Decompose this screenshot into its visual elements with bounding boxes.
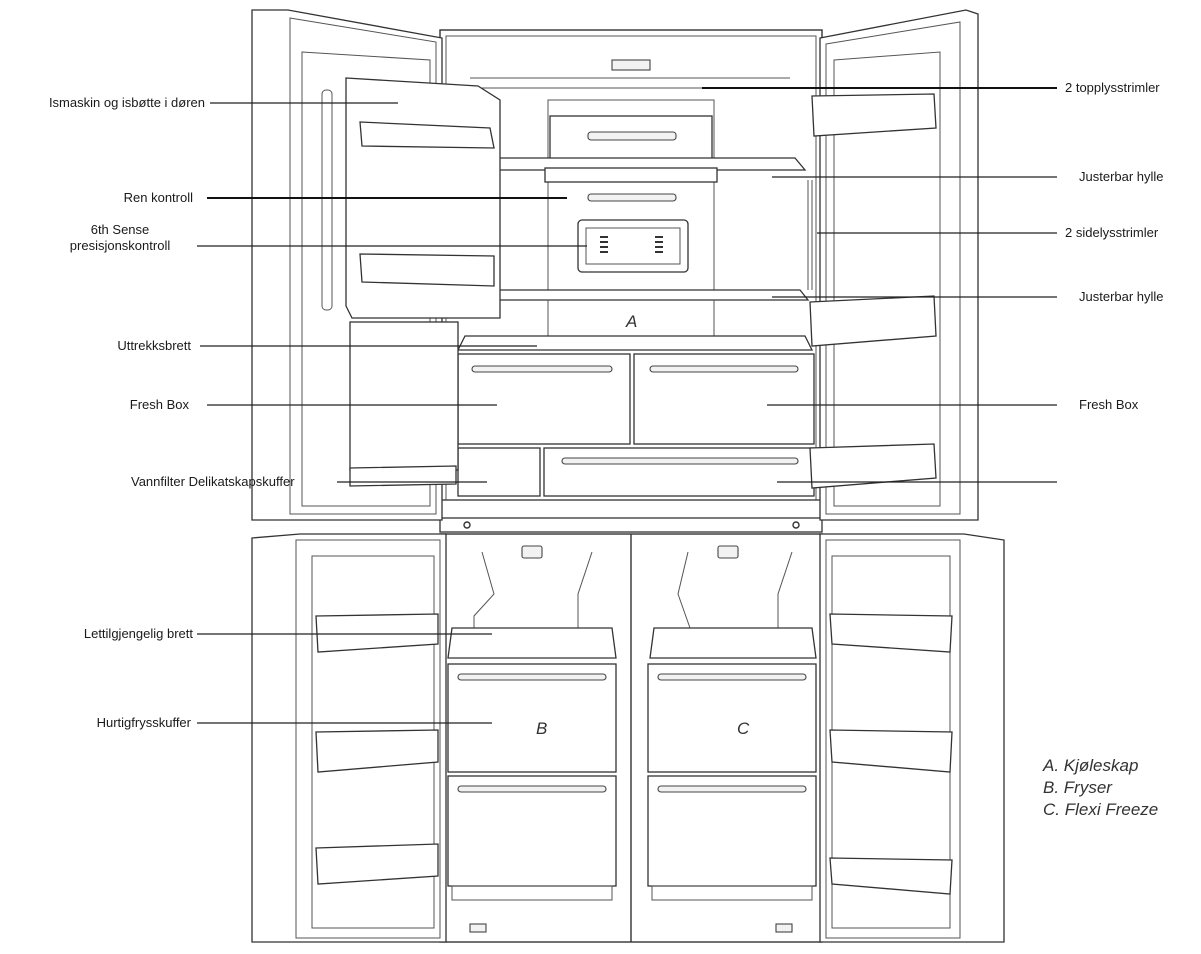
deli-drawer [544, 448, 814, 496]
callout-adjustable-shelf-upper: Justerbar hylle [1079, 169, 1164, 184]
legend [1043, 755, 1158, 821]
callout-side-light-strips: 2 sidelysstrimler [1065, 225, 1159, 240]
callout-adjustable-shelf-lower: Justerbar hylle [1079, 289, 1164, 304]
zone-label-c: C [737, 719, 750, 738]
callout-ice-maker: Ismaskin og isbøtte i døren [48, 95, 205, 110]
easy-access-tray-c [650, 628, 816, 658]
mullion-bar [440, 518, 822, 532]
slide-out-tray [458, 336, 812, 350]
legend-item-c: C. Flexi Freeze [1043, 800, 1159, 819]
upper-right-door [820, 10, 978, 520]
callout-clean-control: Ren kontroll [123, 190, 193, 205]
callout-quick-freeze: Hurtigfrysskuffer [96, 715, 191, 730]
callout-easy-access-tray: Lettilgjengelig brett [83, 626, 193, 641]
zone-label-b: B [536, 719, 548, 738]
legend-item-a: A. Kjøleskap [1043, 756, 1139, 775]
door-bin-right-1 [812, 94, 936, 136]
callout-top-light-strips: 2 topplysstrimler [1065, 80, 1160, 95]
clean-control [588, 194, 676, 201]
top-light-strip [612, 60, 650, 70]
door-bin-left-2 [360, 254, 494, 286]
adjustable-shelf-lower [462, 290, 808, 300]
callout-fresh-box-left: Fresh Box [129, 397, 189, 412]
callout-sense-control: 6th Sense presisjonskontroll [69, 222, 171, 253]
door-bin-left-3 [350, 466, 456, 486]
water-filter [458, 448, 540, 496]
legend-item-b: B. Fryser [1043, 778, 1112, 797]
easy-access-tray-b [448, 628, 616, 658]
callout-fresh-box-right: Fresh Box [1079, 397, 1139, 412]
callout-water-filter-deli: Vannfilter Delikatskapskuffer [131, 474, 295, 489]
callout-slide-out-tray: Uttrekksbrett [117, 338, 191, 353]
zone-label-a: A [626, 312, 638, 331]
